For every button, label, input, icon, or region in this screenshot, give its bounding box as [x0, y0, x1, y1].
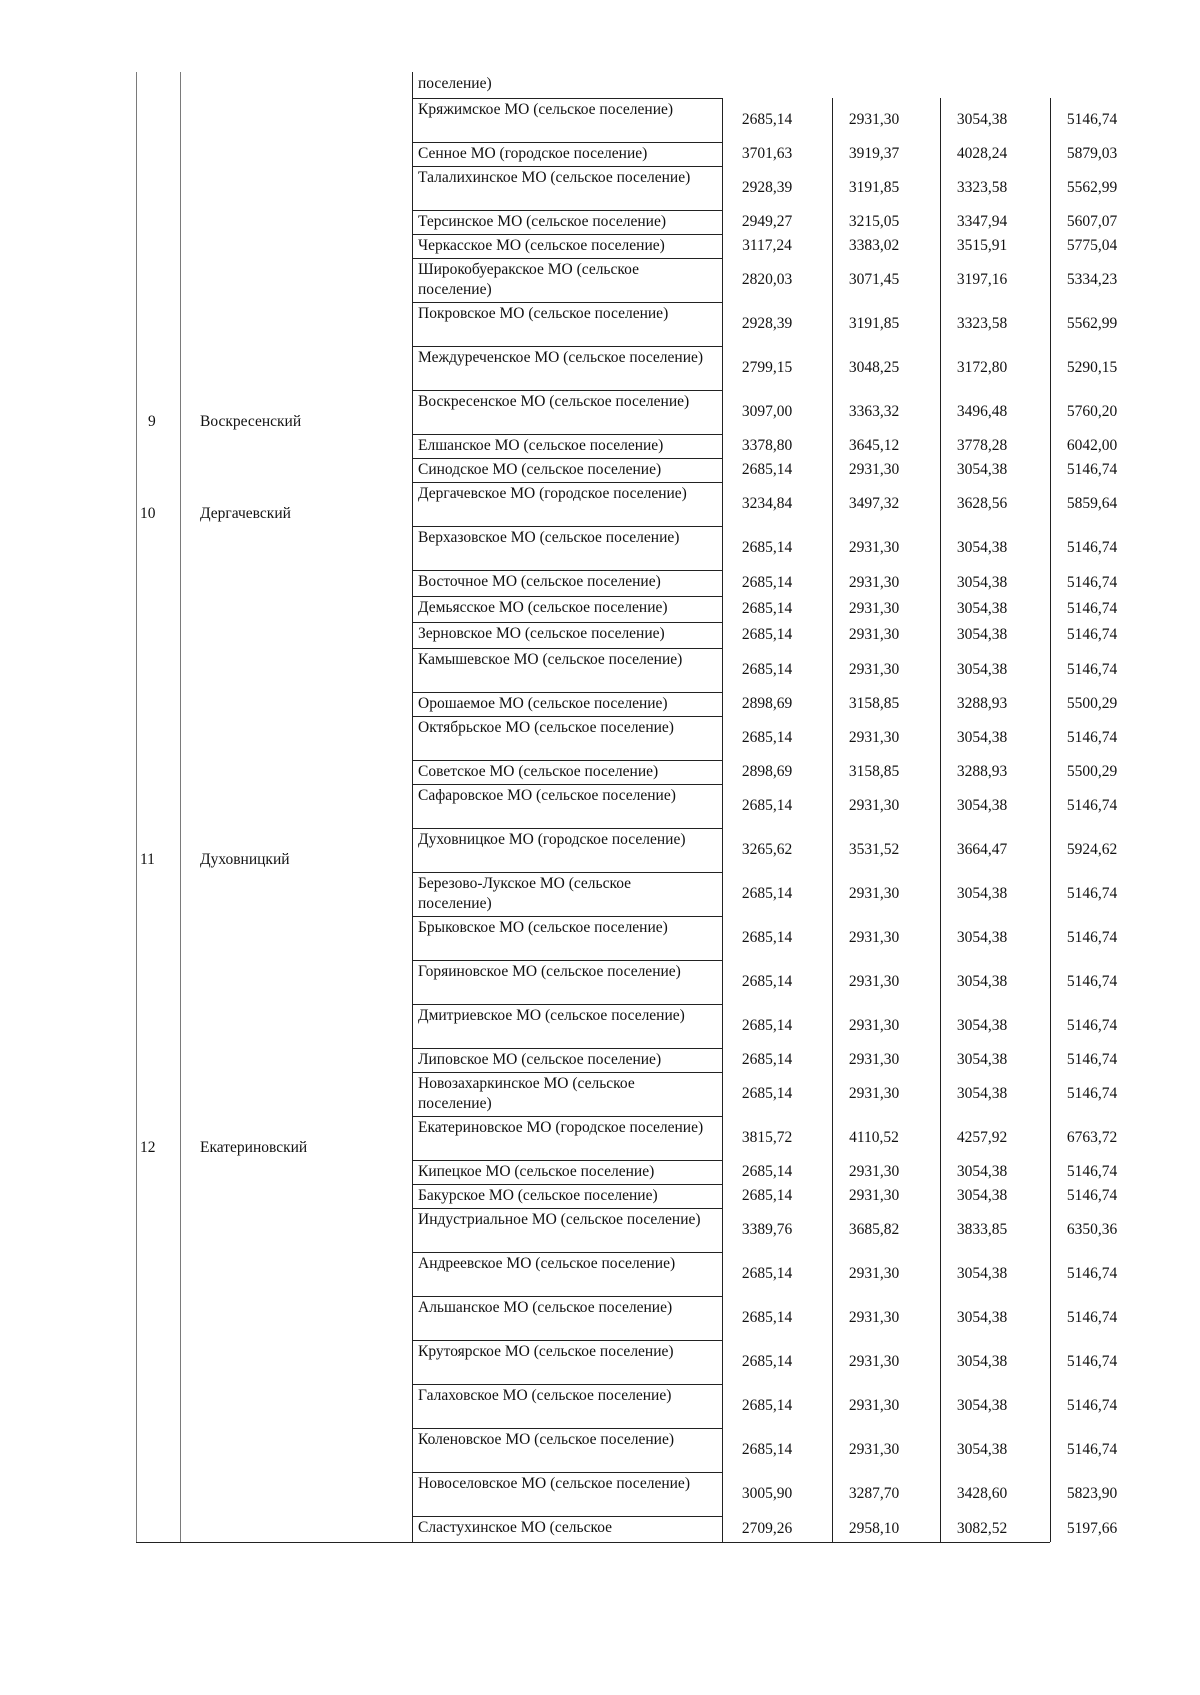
value-cell: 2931,30: [848, 1353, 900, 1370]
value-cell: 3685,82: [848, 1221, 900, 1238]
settlement-name: Елшанское МО (сельское поселение): [418, 437, 664, 454]
value-cell: 2685,14: [741, 929, 793, 946]
value-cell: 2931,30: [848, 574, 900, 591]
settlement-name: Воскресенское МО (сельское поселение): [418, 393, 690, 410]
value-cell: 3054,38: [956, 1187, 1008, 1204]
district-number: 10: [140, 505, 156, 522]
value-cell: 2931,30: [848, 600, 900, 617]
value-cell: 2931,30: [848, 1051, 900, 1068]
value-cell: 3048,25: [848, 359, 900, 376]
district-number: 11: [140, 851, 155, 868]
value-cell: 5146,74: [1066, 885, 1118, 902]
settlement-name: Бакурское МО (сельское поселение): [418, 1187, 658, 1204]
value-cell: 3054,38: [956, 574, 1008, 591]
value-cell: 3054,38: [956, 1309, 1008, 1326]
value-cell: 3071,45: [848, 271, 900, 288]
value-cell: 2685,14: [741, 973, 793, 990]
value-cell: 3428,60: [956, 1485, 1008, 1502]
value-cell: 5146,74: [1066, 574, 1118, 591]
value-cell: 5859,64: [1066, 495, 1118, 512]
value-cell: 6042,00: [1066, 437, 1118, 454]
value-cell: 4028,24: [956, 145, 1008, 162]
value-cell: 3378,80: [741, 437, 793, 454]
value-cell: 3515,91: [956, 237, 1008, 254]
settlement-name: Орошаемое МО (сельское поселение): [418, 695, 668, 712]
settlement-name: Октябрьское МО (сельское поселение): [418, 719, 674, 736]
settlement-name: Черкасское МО (сельское поселение): [418, 237, 665, 254]
value-cell: 2685,14: [741, 1265, 793, 1282]
value-cell: 2685,14: [741, 1441, 793, 1458]
value-cell: 3197,16: [956, 271, 1008, 288]
column-line: [180, 72, 181, 1542]
settlement-name: Сластухинское МО (сельское: [418, 1519, 613, 1536]
value-cell: 2709,26: [741, 1520, 793, 1537]
settlement-name: Коленовское МО (сельское поселение): [418, 1431, 675, 1448]
value-cell: 5146,74: [1066, 661, 1118, 678]
settlement-name: Екатериновское МО (городское поселение): [418, 1119, 704, 1136]
value-cell: 4257,92: [956, 1129, 1008, 1146]
value-cell: 5146,74: [1066, 1265, 1118, 1282]
value-cell: 3054,38: [956, 1441, 1008, 1458]
settlement-name: Андреевское МО (сельское поселение): [418, 1255, 676, 1272]
value-cell: 5562,99: [1066, 315, 1118, 332]
value-cell: 3645,12: [848, 437, 900, 454]
settlement-name: поселение): [418, 75, 492, 92]
value-cell: 3054,38: [956, 729, 1008, 746]
value-cell: 3191,85: [848, 315, 900, 332]
value-cell: 3054,38: [956, 1163, 1008, 1180]
value-cell: 3919,37: [848, 145, 900, 162]
settlement-name: Демьясское МО (сельское поселение): [418, 599, 668, 616]
value-cell: 2928,39: [741, 315, 793, 332]
district-name: Духовницкий: [200, 851, 290, 868]
value-cell: 2685,14: [741, 539, 793, 556]
settlement-name: Терсинское МО (сельское поселение): [418, 213, 666, 230]
value-cell: 2685,14: [741, 461, 793, 478]
value-cell: 5924,62: [1066, 841, 1118, 858]
value-cell: 2685,14: [741, 729, 793, 746]
value-cell: 3054,38: [956, 1397, 1008, 1414]
value-cell: 5146,74: [1066, 111, 1118, 128]
value-cell: 2931,30: [848, 797, 900, 814]
value-cell: 3054,38: [956, 1017, 1008, 1034]
value-cell: 5146,74: [1066, 1051, 1118, 1068]
value-cell: 3497,32: [848, 495, 900, 512]
value-cell: 2685,14: [741, 600, 793, 617]
value-cell: 3833,85: [956, 1221, 1008, 1238]
column-line: [412, 72, 413, 1542]
district-number: 12: [140, 1139, 156, 1156]
value-cell: 2931,30: [848, 1085, 900, 1102]
value-cell: 5146,74: [1066, 1309, 1118, 1326]
value-cell: 6763,72: [1066, 1129, 1118, 1146]
value-cell: 3054,38: [956, 461, 1008, 478]
value-cell: 5290,15: [1066, 359, 1118, 376]
value-cell: 2685,14: [741, 885, 793, 902]
settlement-name: Зерновское МО (сельское поселение): [418, 625, 665, 642]
settlement-name: Междуреченское МО (сельское поселение): [418, 349, 704, 366]
value-cell: 2931,30: [848, 929, 900, 946]
value-cell: 5146,74: [1066, 929, 1118, 946]
value-cell: 3054,38: [956, 1265, 1008, 1282]
value-cell: 5146,74: [1066, 1441, 1118, 1458]
settlement-name: Сафаровское МО (сельское поселение): [418, 787, 676, 804]
value-cell: 3054,38: [956, 1051, 1008, 1068]
value-cell: 5562,99: [1066, 179, 1118, 196]
value-cell: 2898,69: [741, 695, 793, 712]
value-cell: 2931,30: [848, 1265, 900, 1282]
settlement-name: Брыковское МО (сельское поселение): [418, 919, 668, 936]
value-cell: 2931,30: [848, 1163, 900, 1180]
settlement-name: Дмитриевское МО (сельское поселение): [418, 1007, 685, 1024]
value-cell: 2931,30: [848, 626, 900, 643]
value-cell: 2931,30: [848, 729, 900, 746]
column-line: [722, 98, 723, 1542]
value-cell: 3172,80: [956, 359, 1008, 376]
value-cell: 3054,38: [956, 600, 1008, 617]
value-cell: 5500,29: [1066, 763, 1118, 780]
value-cell: 2931,30: [848, 1017, 900, 1034]
value-cell: 2685,14: [741, 661, 793, 678]
value-cell: 2820,03: [741, 271, 793, 288]
district-number: 9: [148, 413, 156, 430]
value-cell: 3664,47: [956, 841, 1008, 858]
settlement-name: Талалихинское МО (сельское поселение): [418, 169, 691, 186]
settlement-name: Липовское МО (сельское поселение): [418, 1051, 662, 1068]
value-cell: 3389,76: [741, 1221, 793, 1238]
value-cell: 5146,74: [1066, 973, 1118, 990]
settlement-name: Кипецкое МО (сельское поселение): [418, 1163, 655, 1180]
district-name: Екатериновский: [200, 1139, 308, 1156]
value-cell: 2931,30: [848, 1187, 900, 1204]
settlement-name: Дергачевское МО (городское поселение): [418, 485, 687, 502]
value-cell: 2958,10: [848, 1520, 900, 1537]
value-cell: 3191,85: [848, 179, 900, 196]
value-cell: 2931,30: [848, 461, 900, 478]
value-cell: 2931,30: [848, 885, 900, 902]
value-cell: 3383,02: [848, 237, 900, 254]
value-cell: 5146,74: [1066, 1187, 1118, 1204]
value-cell: 3531,52: [848, 841, 900, 858]
value-cell: 5146,74: [1066, 1353, 1118, 1370]
value-cell: 3054,38: [956, 1353, 1008, 1370]
value-cell: 2949,27: [741, 213, 793, 230]
value-cell: 2928,39: [741, 179, 793, 196]
value-cell: 3496,48: [956, 403, 1008, 420]
value-cell: 3054,38: [956, 111, 1008, 128]
value-cell: 5823,90: [1066, 1485, 1118, 1502]
value-cell: 3054,38: [956, 1085, 1008, 1102]
value-cell: 3054,38: [956, 885, 1008, 902]
value-cell: 2685,14: [741, 1397, 793, 1414]
value-cell: 3158,85: [848, 695, 900, 712]
value-cell: 3234,84: [741, 495, 793, 512]
district-name: Воскресенский: [200, 413, 302, 430]
value-cell: 3265,62: [741, 841, 793, 858]
value-cell: 3054,38: [956, 929, 1008, 946]
value-cell: 3054,38: [956, 626, 1008, 643]
value-cell: 2685,14: [741, 574, 793, 591]
value-cell: 5146,74: [1066, 600, 1118, 617]
value-cell: 2685,14: [741, 1163, 793, 1180]
settlement-name: Березово-Лукское МО (сельское поселение): [418, 875, 632, 912]
value-cell: 5500,29: [1066, 695, 1118, 712]
value-cell: 2931,30: [848, 1397, 900, 1414]
value-cell: 3288,93: [956, 763, 1008, 780]
value-cell: 5760,20: [1066, 403, 1118, 420]
value-cell: 2931,30: [848, 661, 900, 678]
value-cell: 2931,30: [848, 539, 900, 556]
value-cell: 2931,30: [848, 973, 900, 990]
value-cell: 2685,14: [741, 1017, 793, 1034]
value-cell: 3323,58: [956, 315, 1008, 332]
value-cell: 5879,03: [1066, 145, 1118, 162]
value-cell: 3778,28: [956, 437, 1008, 454]
value-cell: 2685,14: [741, 1085, 793, 1102]
value-cell: 5146,74: [1066, 626, 1118, 643]
value-cell: 5197,66: [1066, 1520, 1118, 1537]
value-cell: 3054,38: [956, 661, 1008, 678]
column-line: [940, 98, 941, 1542]
value-cell: 5607,07: [1066, 213, 1118, 230]
column-line: [832, 98, 833, 1542]
value-cell: 2931,30: [848, 111, 900, 128]
value-cell: 3701,63: [741, 145, 793, 162]
value-cell: 5334,23: [1066, 271, 1118, 288]
value-cell: 3054,38: [956, 797, 1008, 814]
value-cell: 6350,36: [1066, 1221, 1118, 1238]
value-cell: 2685,14: [741, 1309, 793, 1326]
value-cell: 5146,74: [1066, 1085, 1118, 1102]
value-cell: 2685,14: [741, 797, 793, 814]
settlement-name: Синодское МО (сельское поселение): [418, 461, 662, 478]
value-cell: 5146,74: [1066, 797, 1118, 814]
settlement-name: Камышевское МО (сельское поселение): [418, 651, 683, 668]
settlement-name: Альшанское МО (сельское поселение): [418, 1299, 673, 1316]
value-cell: 3288,93: [956, 695, 1008, 712]
value-cell: 3082,52: [956, 1520, 1008, 1537]
settlement-name: Духовницкое МО (городское поселение): [418, 831, 686, 848]
value-cell: 5146,74: [1066, 461, 1118, 478]
settlement-name: Восточное МО (сельское поселение): [418, 573, 661, 590]
value-cell: 3323,58: [956, 179, 1008, 196]
value-cell: 2685,14: [741, 111, 793, 128]
value-cell: 2685,14: [741, 1187, 793, 1204]
value-cell: 5775,04: [1066, 237, 1118, 254]
settlement-name: Горяиновское МО (сельское поселение): [418, 963, 681, 980]
value-cell: 5146,74: [1066, 1017, 1118, 1034]
value-cell: 3005,90: [741, 1485, 793, 1502]
value-cell: 2931,30: [848, 1309, 900, 1326]
value-cell: 3815,72: [741, 1129, 793, 1146]
value-cell: 5146,74: [1066, 1163, 1118, 1180]
value-cell: 3363,32: [848, 403, 900, 420]
column-line: [1050, 98, 1051, 1542]
value-cell: 5146,74: [1066, 1397, 1118, 1414]
value-cell: 3628,56: [956, 495, 1008, 512]
settlement-name: Кряжимское МО (сельское поселение): [418, 101, 674, 118]
value-cell: 2685,14: [741, 1353, 793, 1370]
table-bottom-border: [136, 1542, 1050, 1543]
value-cell: 3158,85: [848, 763, 900, 780]
value-cell: 2799,15: [741, 359, 793, 376]
settlement-name: Новозахаркинское МО (сельское поселение): [418, 1075, 635, 1112]
value-cell: 3054,38: [956, 539, 1008, 556]
value-cell: 5146,74: [1066, 539, 1118, 556]
value-cell: 3215,05: [848, 213, 900, 230]
settlement-name: Новоселовское МО (сельское поселение): [418, 1475, 690, 1492]
value-cell: 3287,70: [848, 1485, 900, 1502]
value-cell: 3097,00: [741, 403, 793, 420]
settlement-name: Галаховское МО (сельское поселение): [418, 1387, 672, 1404]
column-line: [136, 72, 137, 1542]
value-cell: 5146,74: [1066, 729, 1118, 746]
settlement-name: Советское МО (сельское поселение): [418, 763, 659, 780]
settlement-name: Покровское МО (сельское поселение): [418, 305, 669, 322]
value-cell: 2898,69: [741, 763, 793, 780]
value-cell: 3117,24: [742, 237, 792, 254]
settlement-name: Верхазовское МО (сельское поселение): [418, 529, 680, 546]
value-cell: 2931,30: [848, 1441, 900, 1458]
district-name: Дергачевский: [200, 505, 291, 522]
value-cell: 3347,94: [956, 213, 1008, 230]
settlement-name: Индустриальное МО (сельское поселение): [418, 1211, 701, 1228]
settlement-name: Крутоярское МО (сельское поселение): [418, 1343, 674, 1360]
value-cell: 2685,14: [741, 626, 793, 643]
value-cell: 3054,38: [956, 973, 1008, 990]
value-cell: 4110,52: [849, 1129, 899, 1146]
settlement-name: Сенное МО (городское поселение): [418, 145, 648, 162]
value-cell: 2685,14: [741, 1051, 793, 1068]
settlement-name: Широкобуеракское МО (сельское поселение): [418, 261, 639, 298]
